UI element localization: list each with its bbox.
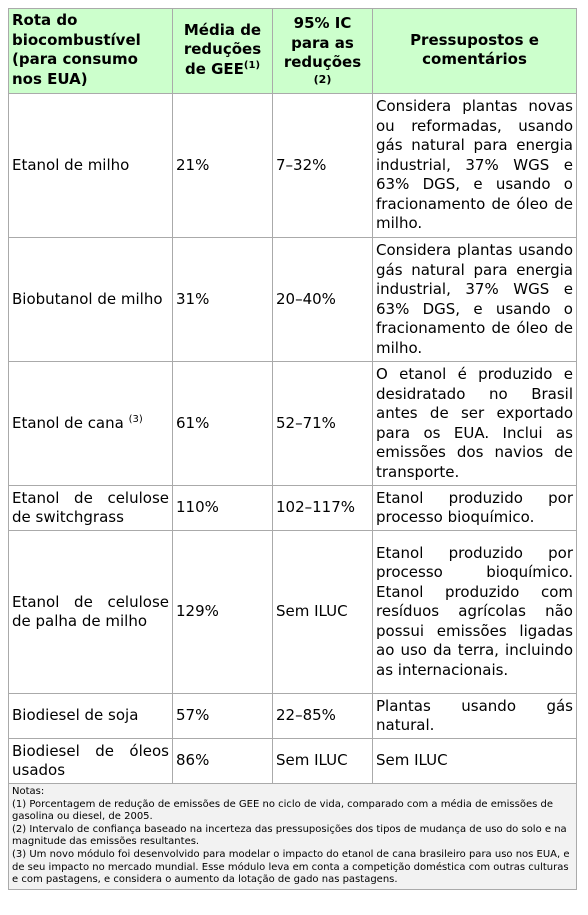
- footnote-2: (2) Intervalo de confiança baseado na incerteza das pressuposições dos tipos de mudança de uso do solo e na magnitude das emissões resultantes.: [12, 823, 567, 848]
- ci-cell: Sem ILUC: [273, 739, 373, 784]
- header-row: [9, 9, 577, 94]
- mean-cell: 31%: [173, 238, 273, 362]
- notes-cell: Considera plantas usando gás natural para energia industrial, 37% WGS e 63% DGS, e usando o fracionamento de óleo de milho.: [373, 238, 577, 362]
- table-row: [9, 694, 577, 739]
- header-ci-label: 95% IC para as reduções: [283, 14, 362, 72]
- mean-cell: 129%: [173, 531, 273, 694]
- biofuel-ghg-table: [8, 8, 577, 890]
- route-cell: [9, 94, 173, 238]
- route-text: Biobutanol de milho: [12, 289, 163, 308]
- table-row: [9, 486, 577, 531]
- header-mean-label: Média de reduções de GEE: [183, 20, 262, 78]
- route-text: Etanol de milho: [12, 155, 130, 174]
- mean-cell: 86%: [173, 739, 273, 784]
- footnote-1: (1) Porcentagem de redução de emissões de GEE no ciclo de vida, comparado com a média de emissões de gasolina ou diesel, de 2005.: [12, 798, 553, 823]
- table-row: [9, 94, 577, 238]
- footnote-3: (3) Um novo módulo foi desenvolvido para modelar o impacto do etanol de cana brasileiro para uso nos EUA, e de seu impacto no mercado mundial. Esse módulo leva em conta a competição doméstica com outras culturas e com pastagens, e considera o aumento da lotação de gado nas pastagens.: [12, 848, 570, 886]
- route-text: Biodiesel de soja: [12, 706, 139, 725]
- notes-cell: Etanol produzido por processo bioquímico. Etanol produzido com resíduos agrícolas não possui emissões ligadas ao uso da terra, incluindo as internacionais.: [373, 531, 577, 694]
- route-cell: [9, 238, 173, 362]
- ci-cell: 102–117%: [273, 486, 373, 531]
- ci-cell: Sem ILUC: [273, 531, 373, 694]
- table-row: [9, 531, 577, 694]
- footnotes-row: [9, 784, 577, 890]
- route-text: Etanol de celulose de palha de milho: [12, 592, 169, 630]
- mean-cell: 61%: [173, 362, 273, 486]
- footnotes-heading: Notas:: [12, 786, 45, 797]
- route-text: Etanol de cana: [12, 413, 124, 432]
- notes-cell: Sem ILUC: [373, 739, 577, 784]
- notes-cell: Plantas usando gás natural.: [373, 694, 577, 739]
- header-ci-footnote-ref: (2): [313, 72, 332, 86]
- header-notes-label: Pressupostos e comentários: [410, 30, 539, 68]
- table-row: [9, 739, 577, 784]
- notes-cell: Etanol produzido por processo bioquímico.: [373, 486, 577, 531]
- header-ci: [273, 9, 373, 94]
- header-route: [9, 9, 173, 94]
- route-cell: [9, 694, 173, 739]
- route-text: Etanol de celulose de switchgrass: [12, 488, 169, 526]
- mean-cell: 110%: [173, 486, 273, 531]
- notes-cell: O etanol é produzido e desidratado no Brasil antes de ser exportado para os EUA. Inclui as emissões dos navios de transporte.: [373, 362, 577, 486]
- ci-cell: 7–32%: [273, 94, 373, 238]
- mean-cell: 57%: [173, 694, 273, 739]
- route-footnote-ref: (3): [128, 413, 143, 425]
- ci-cell: 52–71%: [273, 362, 373, 486]
- header-notes: [373, 9, 577, 94]
- ci-cell: 20–40%: [273, 238, 373, 362]
- route-cell: [9, 739, 173, 784]
- table-row: [9, 238, 577, 362]
- route-cell: [9, 531, 173, 694]
- header-mean: [173, 9, 273, 94]
- header-mean-footnote-ref: (1): [243, 59, 261, 71]
- header-route-label: Rota do biocombustível (para consumo nos EUA): [12, 11, 141, 88]
- ci-cell: 22–85%: [273, 694, 373, 739]
- footnotes-cell: [9, 784, 577, 890]
- route-cell: [9, 362, 173, 486]
- notes-cell: Considera plantas novas ou reformadas, usando gás natural para energia industrial, 37% WGS e 63% DGS, e usando o fracionamento de óleo de milho.: [373, 94, 577, 238]
- mean-cell: 21%: [173, 94, 273, 238]
- route-text: Biodiesel de óleos usados: [12, 741, 169, 779]
- table-row: [9, 362, 577, 486]
- route-cell: [9, 486, 173, 531]
